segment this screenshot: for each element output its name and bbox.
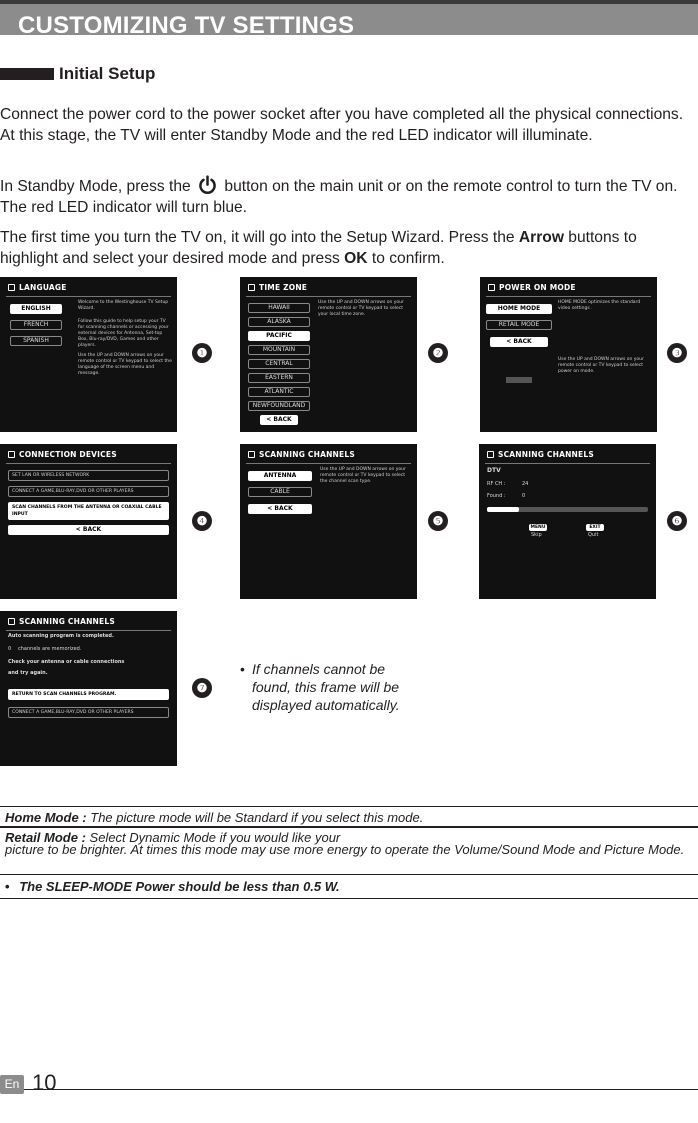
home-mode-text: The picture mode will be Standard if you select this mode. bbox=[90, 810, 424, 825]
screen-language bbox=[0, 277, 177, 432]
dtv-label: DTV bbox=[487, 467, 501, 474]
screen-title bbox=[8, 283, 67, 292]
divider bbox=[6, 630, 171, 631]
divider bbox=[485, 463, 650, 464]
menu-key[interactable]: MENU bbox=[530, 525, 546, 530]
row-scan-channels[interactable]: SCAN CHANNELS FROM THE ANTENNA OR COAXIAL CABLE INPUT bbox=[8, 502, 169, 520]
ok-keyword: OK bbox=[344, 250, 368, 267]
arrow-keyword: Arrow bbox=[518, 229, 564, 246]
option-spanish[interactable]: SPANISH bbox=[10, 336, 62, 346]
step-badge-2: ❷ bbox=[428, 343, 448, 363]
divider bbox=[246, 463, 411, 464]
retail-mode-text-2: picture to be brighter. At times this mode may use more energy to operate the Volume/Sound Mode and Picture Mode. bbox=[5, 842, 685, 857]
home-mode-row bbox=[5, 810, 695, 825]
memorized-count: 0 bbox=[8, 646, 12, 652]
back-label: BACK bbox=[274, 505, 293, 512]
square-icon bbox=[487, 451, 494, 458]
retail-mode-text-1: Select Dynamic Mode if you would like your bbox=[89, 830, 341, 845]
square-icon bbox=[488, 284, 495, 291]
try-again-text: and try again. bbox=[8, 670, 48, 676]
progress-fill bbox=[487, 507, 519, 512]
option-mountain[interactable]: MOUNTAIN bbox=[248, 345, 310, 355]
language-badge: En bbox=[0, 1075, 24, 1094]
rf-channel-label: RF CH : bbox=[487, 481, 506, 487]
table-rule bbox=[0, 898, 698, 899]
note-text: If channels cannot be found, this frame will be displayed automatically. bbox=[252, 661, 400, 713]
step-badge-3: ❸ bbox=[667, 343, 687, 363]
paragraph-wizard bbox=[0, 227, 694, 269]
back-button[interactable]: < BACK bbox=[490, 337, 548, 347]
screen-title-text: SCANNING CHANNELS bbox=[498, 450, 594, 459]
divider bbox=[6, 296, 171, 297]
screen-title-text: CONNECTION DEVICES bbox=[19, 450, 117, 459]
return-to-scan-button[interactable]: RETURN TO SCAN CHANNELS PROGRAM. bbox=[8, 689, 169, 700]
screen-title bbox=[8, 617, 115, 626]
option-hawaii[interactable]: HAWAII bbox=[248, 303, 310, 313]
note-no-channels bbox=[240, 660, 420, 714]
divider bbox=[6, 463, 171, 464]
step-badge-6: ❻ bbox=[667, 511, 687, 531]
divider bbox=[486, 296, 651, 297]
back-button[interactable]: < BACK bbox=[260, 415, 298, 425]
option-antenna[interactable]: ANTENNA bbox=[248, 471, 312, 481]
back-label: BACK bbox=[273, 416, 292, 423]
retail-mode-label: Retail Mode : bbox=[5, 830, 86, 845]
option-cable[interactable]: CABLE bbox=[248, 487, 312, 497]
square-icon bbox=[248, 451, 255, 458]
back-button[interactable]: < BACK bbox=[248, 504, 312, 514]
paragraph-standby-b: button on the main unit or on the remote control to turn the TV on. The red LED indicator will turn blue. bbox=[0, 178, 678, 216]
footer-rule bbox=[0, 1089, 698, 1090]
option-french[interactable]: FRENCH bbox=[10, 320, 62, 330]
found-label: Found : bbox=[487, 493, 506, 499]
back-button[interactable]: < BACK bbox=[8, 525, 169, 535]
screen-title bbox=[248, 283, 307, 292]
help-keys: Use the UP and DOWN arrows on your remote control or TV keypad to select power on mode. bbox=[558, 357, 644, 374]
note-bullet: • bbox=[240, 661, 245, 677]
help-keys: Use the UP and DOWN arrows on your remote control or TV keypad to select the language of the screen menu and message. bbox=[78, 353, 172, 376]
memorized-text: channels are memorized. bbox=[18, 646, 82, 652]
found-value: 0 bbox=[522, 493, 526, 499]
sleep-bullet: • bbox=[5, 879, 10, 894]
option-central[interactable]: CENTRAL bbox=[248, 359, 310, 369]
square-icon bbox=[8, 618, 15, 625]
step-badge-7: ❼ bbox=[192, 678, 212, 698]
row-network[interactable]: SET LAN OR WIRELESS NETWORK bbox=[8, 470, 169, 481]
quit-label: Quit bbox=[588, 532, 599, 538]
screen-scan-complete bbox=[0, 611, 177, 766]
connect-players-row[interactable]: CONNECT A GAME,BLU-RAY,DVD OR OTHER PLAYERS bbox=[8, 707, 169, 718]
square-icon bbox=[8, 284, 15, 291]
screen-title-text: TIME ZONE bbox=[259, 283, 308, 292]
paragraph-wizard-c: to confirm. bbox=[371, 250, 445, 267]
option-retail-mode[interactable]: RETAIL MODE bbox=[486, 320, 552, 330]
page-title: CUSTOMIZING TV SETTINGS bbox=[18, 12, 355, 39]
help-keys: Use the UP and DOWN arrows on your remote control or TV keypad to select the channel scan type. bbox=[320, 467, 406, 484]
screen-title-text: SCANNING CHANNELS bbox=[259, 450, 355, 459]
help-keys: Use the UP and DOWN arrows on your remote control or TV keypad to select your local time zone. bbox=[318, 300, 404, 317]
check-connections-text: Check your antenna or cable connections bbox=[8, 659, 125, 665]
screen-scan-progress bbox=[479, 444, 656, 599]
section-title: Initial Setup bbox=[59, 64, 156, 83]
progress-track bbox=[487, 507, 648, 512]
step-badge-1: ❶ bbox=[192, 343, 212, 363]
help-guide: Follow this guide to help setup your TV for scanning channels or accessing your external devices for Antenna, Set-top Box, Blu-ray/DVD, Games and other players. bbox=[78, 319, 169, 348]
power-icon bbox=[197, 175, 218, 195]
option-alaska[interactable]: ALASKA bbox=[248, 317, 310, 327]
back-label: BACK bbox=[82, 526, 102, 533]
skip-label: Skip bbox=[531, 532, 542, 538]
page-number: 10 bbox=[32, 1070, 57, 1095]
home-mode-label: Home Mode : bbox=[5, 810, 87, 825]
placeholder-bar bbox=[506, 377, 532, 383]
step-badge-5: ❺ bbox=[428, 511, 448, 531]
scan-complete-text: Auto scanning program is completed. bbox=[8, 633, 114, 639]
screen-title-text: LANGUAGE bbox=[19, 283, 67, 292]
screen-title bbox=[248, 450, 355, 459]
square-icon bbox=[8, 451, 15, 458]
divider bbox=[246, 296, 411, 297]
paragraph-standby bbox=[0, 175, 694, 218]
step-badge-4: ❹ bbox=[192, 511, 212, 531]
exit-key[interactable]: EXIT bbox=[586, 524, 604, 531]
screen-scan-type bbox=[240, 444, 417, 599]
sleep-mode-row bbox=[5, 879, 695, 894]
square-icon bbox=[248, 284, 255, 291]
screen-title bbox=[487, 450, 594, 459]
option-pacific[interactable]: PACIFIC bbox=[248, 331, 310, 341]
paragraph-wizard-b: buttons to highlight and select your desired mode and press bbox=[0, 229, 637, 267]
screen-title-text: SCANNING CHANNELS bbox=[19, 617, 115, 626]
sleep-mode-text: The SLEEP-MODE Power should be less than 0.5 W. bbox=[19, 879, 340, 894]
screen-title bbox=[8, 450, 117, 459]
rf-channel-value: 24 bbox=[522, 481, 529, 487]
table-rule bbox=[0, 806, 698, 807]
screen-title bbox=[488, 283, 576, 292]
paragraph-connect: Connect the power cord to the power socket after you have completed all the physical connections. At this stage, the TV will enter Standby Mode and the red LED indicator will illuminate. bbox=[0, 106, 684, 144]
option-home-mode[interactable]: HOME MODE bbox=[486, 304, 552, 314]
option-english[interactable]: ENGLISH bbox=[10, 304, 62, 314]
table-rule bbox=[0, 826, 698, 828]
option-newfoundland[interactable]: NEWFOUNDLAND bbox=[248, 401, 310, 411]
back-label: BACK bbox=[513, 338, 532, 345]
paragraph-standby-a: In Standby Mode, press the bbox=[0, 178, 191, 195]
help-home-mode: HOME MODE optimizes the standard video settings . bbox=[558, 300, 641, 311]
screen-connection-devices bbox=[0, 444, 177, 599]
section-marker bbox=[0, 68, 54, 80]
row-players[interactable]: CONNECT A GAME,BLU-RAY,DVD OR OTHER PLAYERS bbox=[8, 486, 169, 497]
option-atlantic[interactable]: ATLANTIC bbox=[248, 387, 310, 397]
paragraph-wizard-a: The first time you turn the TV on, it will go into the Setup Wizard. Press the bbox=[0, 229, 515, 246]
screen-power-on-mode bbox=[480, 277, 657, 432]
option-eastern[interactable]: EASTERN bbox=[248, 373, 310, 383]
help-welcome: Welcome to the Westinghouse TV Setup Wizard. bbox=[78, 300, 169, 311]
table-rule bbox=[0, 874, 698, 875]
screen-time-zone bbox=[240, 277, 417, 432]
screen-title-text: POWER ON MODE bbox=[499, 283, 576, 292]
